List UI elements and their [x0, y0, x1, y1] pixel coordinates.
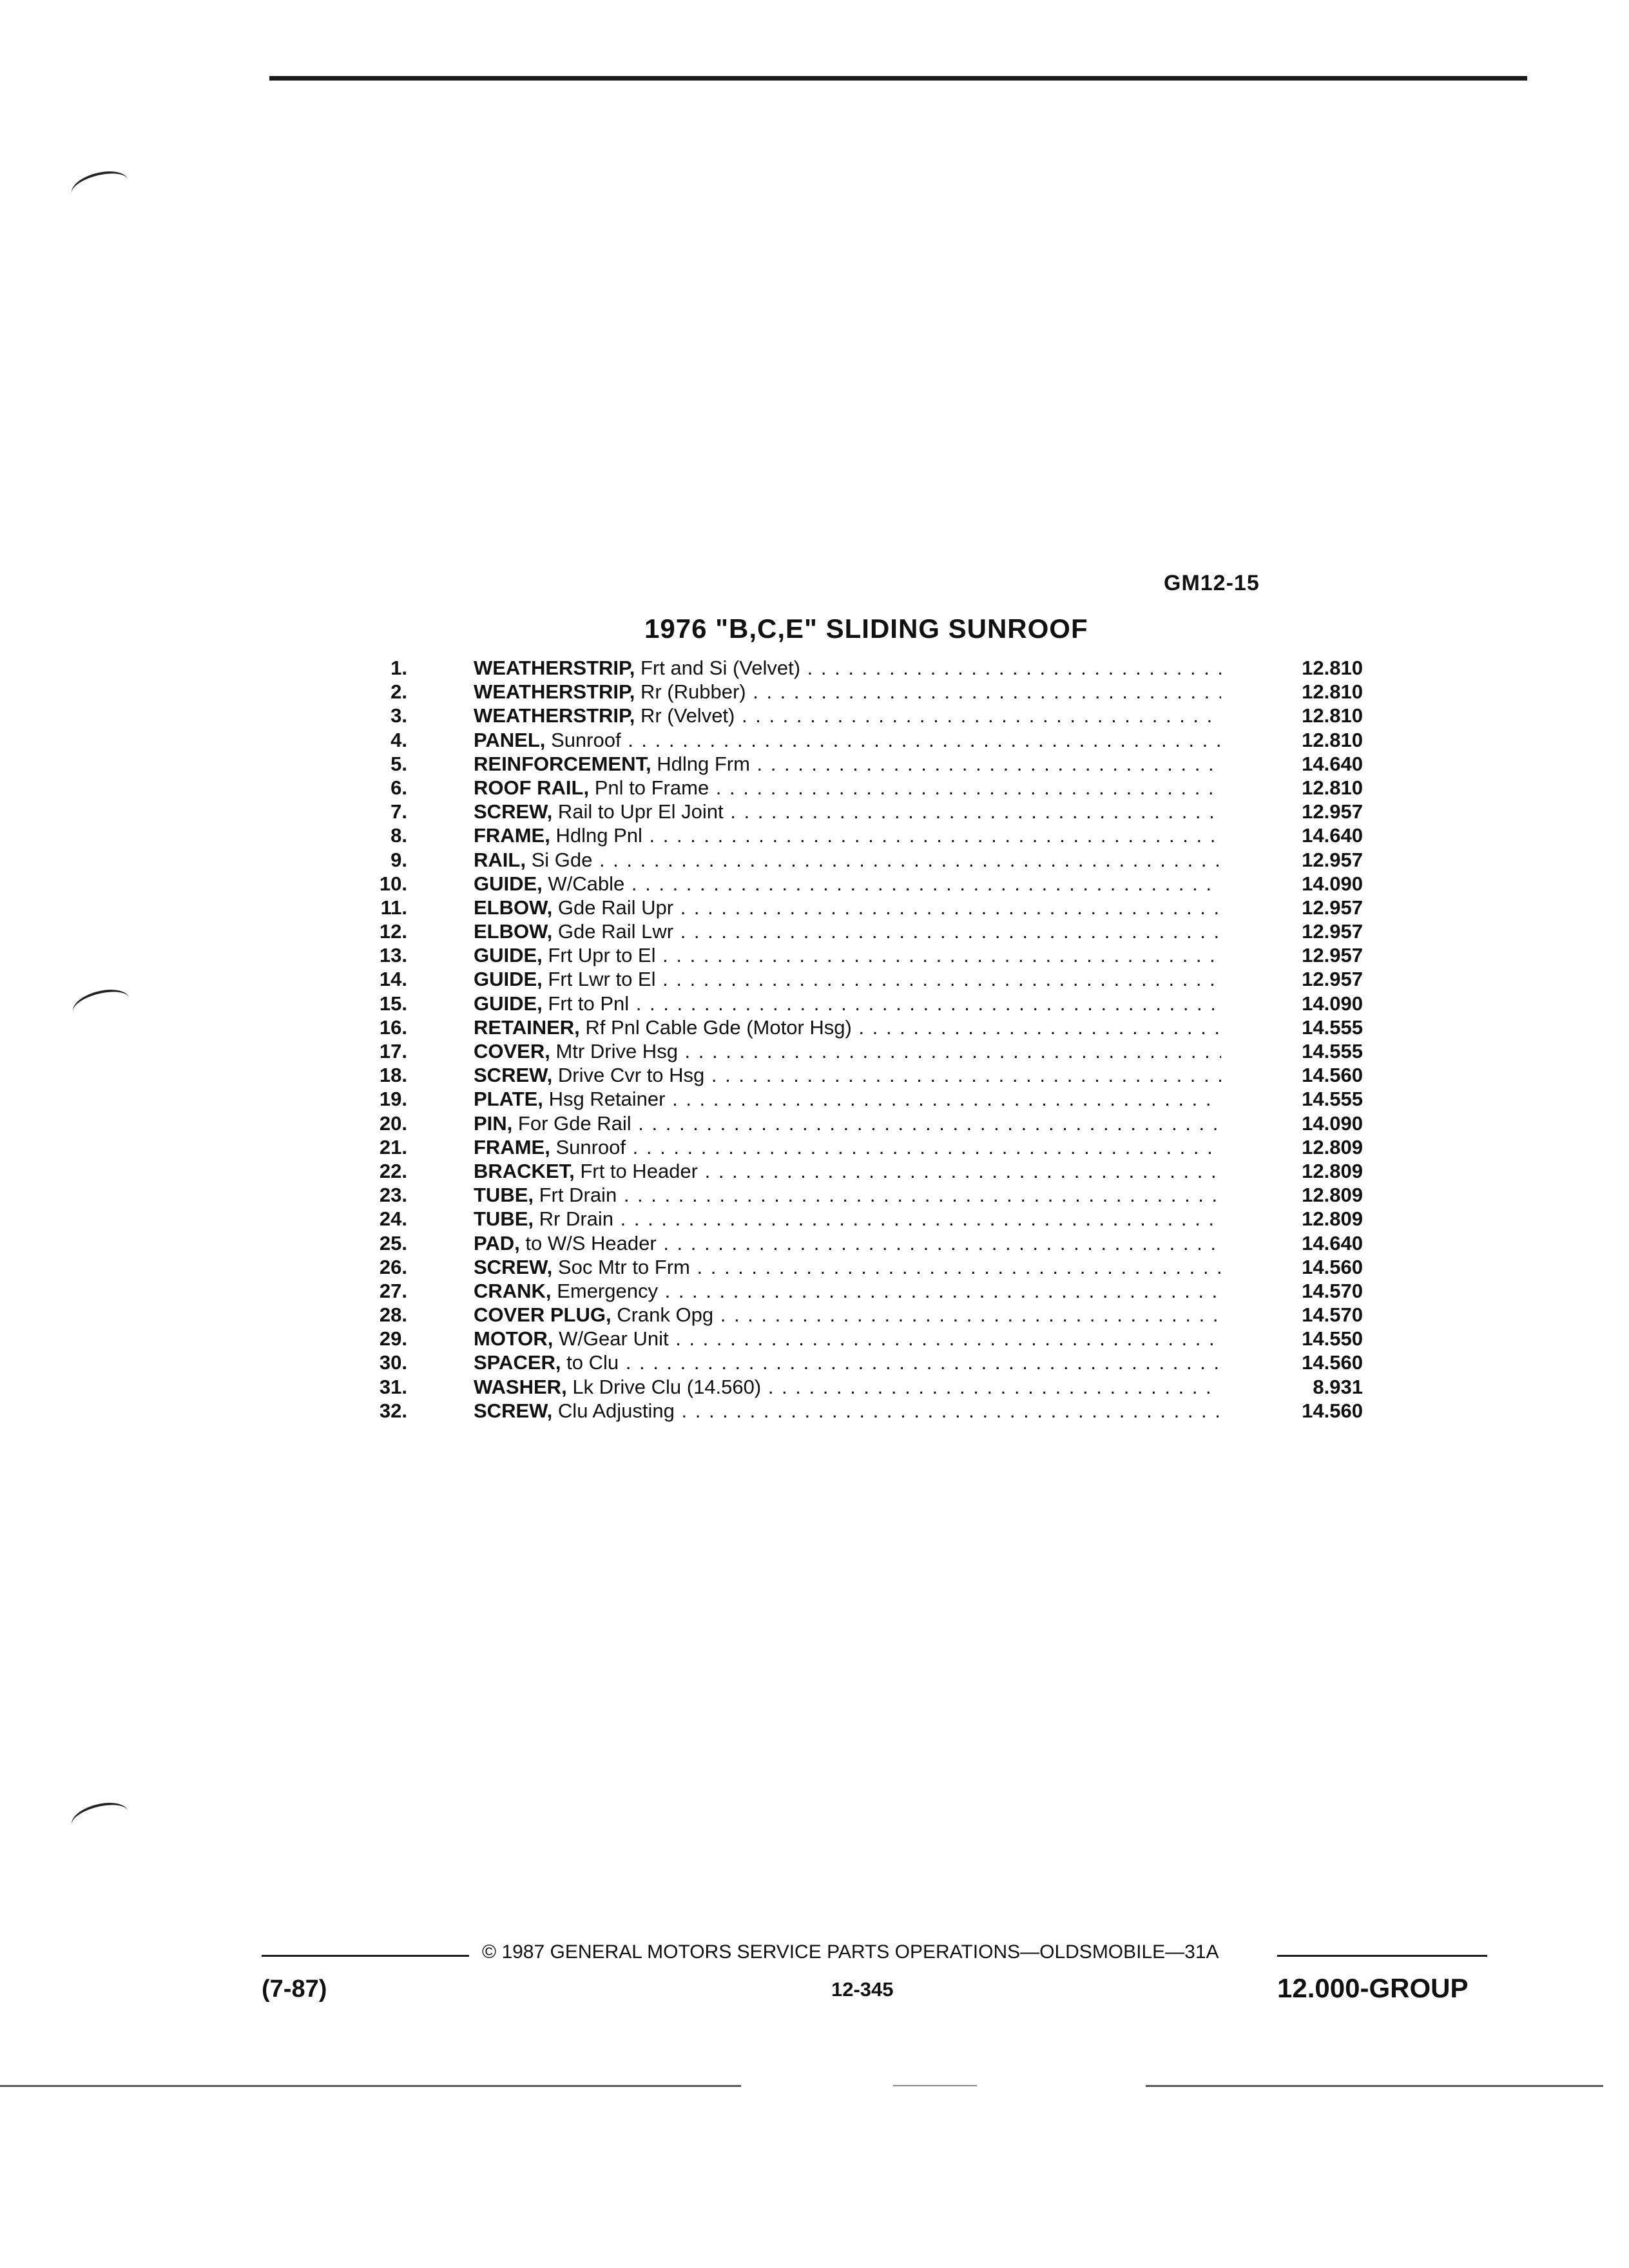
part-description — [474, 1063, 1221, 1087]
part-number: 29. — [379, 1327, 407, 1350]
part-group-number: 14.555 — [1302, 1015, 1363, 1039]
part-number: 25. — [379, 1231, 407, 1254]
part-name: WEATHERSTRIP, — [474, 657, 635, 679]
part-group-number: 12.957 — [1302, 944, 1363, 967]
part-number: 3. — [390, 704, 407, 727]
part-row — [361, 896, 1392, 919]
part-group-number: 14.090 — [1302, 1111, 1363, 1135]
part-name: SCREW, — [474, 800, 553, 823]
date-code: (7-87) — [262, 1975, 327, 2003]
part-detail: Frt to Header — [580, 1159, 698, 1182]
part-description — [474, 919, 1221, 943]
part-detail: Emergency — [557, 1279, 658, 1302]
part-description — [474, 776, 1221, 800]
part-description — [474, 704, 1221, 727]
part-description — [474, 728, 1221, 752]
part-description — [474, 848, 1221, 872]
part-row — [361, 992, 1392, 1015]
part-description — [474, 967, 1221, 991]
part-name: ELBOW, — [474, 920, 553, 943]
part-detail: Soc Mtr to Frm — [557, 1255, 690, 1278]
part-detail: to W/S Header — [525, 1231, 657, 1254]
bottom-rule — [1146, 2085, 1603, 2087]
binder-hole-mark — [68, 1798, 131, 1839]
binder-hole-mark — [70, 985, 133, 1026]
part-name: FRAME, — [474, 1135, 550, 1158]
part-group-number: 12.957 — [1302, 896, 1363, 919]
part-number: 11. — [380, 896, 407, 919]
part-description — [474, 1327, 1221, 1350]
part-name: BRACKET, — [474, 1159, 575, 1182]
part-detail: Clu Adjusting — [557, 1399, 675, 1422]
part-detail: Hdlng Frm — [657, 752, 750, 775]
part-group-number: 12.809 — [1302, 1135, 1363, 1158]
part-description — [474, 1399, 1221, 1423]
part-detail: Drive Cvr to Hsg — [557, 1064, 705, 1087]
bottom-rule — [893, 2085, 977, 2086]
part-name: PAD, — [474, 1231, 520, 1254]
part-description — [474, 1015, 1221, 1039]
part-number: 1. — [390, 657, 407, 679]
part-detail: Crank Opg — [617, 1303, 714, 1327]
part-detail: Mtr Drive Hsg — [555, 1040, 678, 1062]
part-group-number: 12.809 — [1302, 1207, 1363, 1231]
part-description — [474, 1231, 1221, 1255]
part-name: GUIDE, — [474, 872, 543, 895]
part-group-number: 12.810 — [1302, 728, 1363, 751]
part-name: GUIDE, — [474, 968, 543, 991]
part-group-number: 14.640 — [1302, 752, 1363, 775]
part-group-number: 14.560 — [1302, 1064, 1363, 1087]
part-detail: Rr Drain — [539, 1207, 614, 1231]
part-number: 27. — [379, 1279, 407, 1302]
part-row — [361, 1039, 1392, 1063]
part-name: REINFORCEMENT, — [474, 752, 651, 775]
part-description — [474, 1303, 1221, 1327]
part-description — [474, 680, 1221, 704]
top-rule — [269, 76, 1527, 81]
part-detail: Si Gde — [531, 848, 593, 871]
part-group-number: 8.931 — [1313, 1375, 1363, 1398]
part-group-number: 14.090 — [1302, 872, 1363, 895]
part-number: 26. — [379, 1255, 407, 1278]
part-row — [361, 1183, 1392, 1207]
part-row — [361, 680, 1392, 704]
part-detail: Gde Rail Upr — [557, 896, 674, 919]
part-row — [361, 1231, 1392, 1255]
part-name: ROOF RAIL, — [474, 776, 590, 799]
part-number: 24. — [379, 1207, 407, 1231]
part-row — [361, 1279, 1392, 1303]
part-number: 32. — [379, 1399, 407, 1422]
part-name: RETAINER, — [474, 1015, 580, 1039]
part-group-number: 14.640 — [1302, 1231, 1363, 1254]
part-row — [361, 1015, 1392, 1039]
part-detail: For Gde Rail — [517, 1111, 631, 1135]
part-number: 20. — [379, 1111, 407, 1135]
part-description — [474, 943, 1221, 967]
part-name: TUBE, — [474, 1207, 534, 1231]
part-description — [474, 1111, 1221, 1135]
footer-rule-right — [1277, 1955, 1487, 1957]
part-group-number: 14.555 — [1302, 1088, 1363, 1111]
footer-rule-left — [262, 1955, 469, 1957]
part-detail: Frt Upr to El — [548, 944, 656, 967]
part-name: FRAME, — [474, 824, 550, 847]
part-name: SCREW, — [474, 1399, 553, 1422]
part-number: 6. — [390, 776, 407, 799]
part-name: GUIDE, — [474, 944, 543, 967]
part-description — [474, 1207, 1221, 1231]
part-row — [361, 967, 1392, 991]
copyright-notice: © 1987 GENERAL MOTORS SERVICE PARTS OPERATIONS—OLDSMOBILE—31A — [482, 1941, 1219, 1963]
part-number: 31. — [379, 1375, 407, 1398]
part-row — [361, 728, 1392, 752]
reference-code: GM12-15 — [1164, 571, 1260, 595]
part-description — [474, 656, 1221, 680]
part-detail: W/Cable — [548, 872, 625, 895]
part-detail: Hsg Retainer — [548, 1088, 666, 1111]
part-group-number: 12.809 — [1302, 1159, 1363, 1182]
part-group-number: 14.570 — [1302, 1303, 1363, 1327]
part-name: RAIL, — [474, 848, 526, 871]
part-row — [361, 1255, 1392, 1279]
part-number: 19. — [379, 1088, 407, 1111]
part-row — [361, 848, 1392, 872]
part-number: 23. — [379, 1184, 407, 1207]
part-row — [361, 1303, 1392, 1327]
part-name: SCREW, — [474, 1255, 553, 1278]
part-detail: Hdlng Pnl — [555, 824, 642, 847]
part-row — [361, 1350, 1392, 1374]
part-name: TUBE, — [474, 1184, 534, 1207]
part-group-number: 12.810 — [1302, 657, 1363, 679]
part-row — [361, 1375, 1392, 1399]
part-description — [474, 823, 1221, 847]
part-number: 18. — [379, 1064, 407, 1087]
part-name: COVER, — [474, 1040, 550, 1062]
part-number: 15. — [379, 992, 407, 1015]
page-number: 12-345 — [831, 1978, 894, 2001]
part-number: 22. — [379, 1159, 407, 1182]
part-description — [474, 896, 1221, 919]
part-detail: Gde Rail Lwr — [557, 920, 674, 943]
part-number: 13. — [379, 944, 407, 967]
part-detail: Pnl to Frame — [594, 776, 709, 799]
part-detail: Frt Lwr to El — [548, 968, 656, 991]
part-detail: Frt and Si (Velvet) — [640, 657, 801, 679]
part-row — [361, 1111, 1392, 1135]
part-description — [474, 1135, 1221, 1159]
part-number: 21. — [379, 1135, 407, 1158]
part-group-number: 12.957 — [1302, 920, 1363, 943]
part-detail: Sunroof — [551, 728, 621, 751]
part-row — [361, 872, 1392, 896]
part-number: 12. — [379, 920, 407, 943]
part-group-number: 12.810 — [1302, 704, 1363, 727]
part-row — [361, 823, 1392, 847]
part-row — [361, 1063, 1392, 1087]
part-name: SPACER, — [474, 1351, 561, 1374]
part-group-number: 12.957 — [1302, 800, 1363, 823]
part-group-number: 12.957 — [1302, 968, 1363, 991]
part-row — [361, 704, 1392, 727]
part-description — [474, 1183, 1221, 1207]
part-group-number: 12.810 — [1302, 776, 1363, 799]
part-name: PIN, — [474, 1111, 513, 1135]
bottom-rule — [0, 2085, 741, 2087]
part-group-number: 14.560 — [1302, 1351, 1363, 1374]
part-group-number: 12.957 — [1302, 848, 1363, 871]
part-group-number: 12.810 — [1302, 680, 1363, 704]
part-group-number: 14.550 — [1302, 1327, 1363, 1350]
part-number: 17. — [379, 1040, 407, 1062]
part-group-number: 14.090 — [1302, 992, 1363, 1015]
parts-list — [361, 656, 1392, 1423]
part-detail: W/Gear Unit — [559, 1327, 669, 1350]
part-row — [361, 943, 1392, 967]
part-number: 9. — [390, 848, 407, 871]
part-description — [474, 1159, 1221, 1183]
part-description — [474, 752, 1221, 776]
part-name: ELBOW, — [474, 896, 553, 919]
part-group-number: 12.809 — [1302, 1184, 1363, 1207]
part-name: MOTOR, — [474, 1327, 554, 1350]
part-group-number: 14.560 — [1302, 1255, 1363, 1278]
part-number: 4. — [390, 728, 407, 751]
part-row — [361, 776, 1392, 800]
part-number: 2. — [390, 680, 407, 704]
part-name: GUIDE, — [474, 992, 543, 1015]
part-detail: Frt to Pnl — [548, 992, 630, 1015]
part-number: 14. — [379, 968, 407, 991]
part-description — [474, 872, 1221, 896]
part-row — [361, 1159, 1392, 1183]
part-row — [361, 919, 1392, 943]
part-description — [474, 1375, 1221, 1399]
part-description — [474, 800, 1221, 823]
part-row — [361, 752, 1392, 776]
page-title: 1976 "B,C,E" SLIDING SUNROOF — [644, 613, 1088, 644]
part-group-number: 14.560 — [1302, 1399, 1363, 1422]
part-group-number: 14.555 — [1302, 1040, 1363, 1062]
part-name: WASHER, — [474, 1375, 567, 1398]
part-name: SCREW, — [474, 1064, 553, 1087]
part-number: 5. — [390, 752, 407, 775]
part-description — [474, 1255, 1221, 1279]
part-number: 30. — [379, 1351, 407, 1374]
part-name: CRANK, — [474, 1279, 552, 1302]
part-detail: Frt Drain — [539, 1184, 617, 1207]
part-number: 16. — [379, 1015, 407, 1039]
part-row — [361, 1087, 1392, 1111]
part-description — [474, 1279, 1221, 1303]
part-number: 10. — [379, 872, 407, 895]
part-detail: Rr (Rubber) — [640, 680, 746, 704]
part-row — [361, 1327, 1392, 1350]
part-name: PLATE, — [474, 1088, 543, 1111]
part-description — [474, 992, 1221, 1015]
part-detail: to Clu — [566, 1351, 619, 1374]
part-group-number: 14.570 — [1302, 1279, 1363, 1302]
part-number: 28. — [379, 1303, 407, 1327]
part-detail: Sunroof — [555, 1135, 626, 1158]
part-detail: Rf Pnl Cable Gde (Motor Hsg) — [585, 1015, 852, 1039]
part-row — [361, 1135, 1392, 1159]
part-name: WEATHERSTRIP, — [474, 680, 635, 704]
part-name: COVER PLUG, — [474, 1303, 612, 1327]
part-row — [361, 656, 1392, 680]
part-name: PANEL, — [474, 728, 546, 751]
binder-hole-mark — [68, 166, 131, 207]
part-number: 8. — [390, 824, 407, 847]
group-label: 12.000-GROUP — [1277, 1973, 1469, 2003]
part-description — [474, 1350, 1221, 1374]
part-name: WEATHERSTRIP, — [474, 704, 635, 727]
part-detail: Lk Drive Clu (14.560) — [572, 1375, 762, 1398]
part-detail: Rail to Upr El Joint — [557, 800, 724, 823]
part-row — [361, 1399, 1392, 1423]
part-number: 7. — [390, 800, 407, 823]
part-detail: Rr (Velvet) — [640, 704, 735, 727]
part-row — [361, 800, 1392, 823]
part-row — [361, 1207, 1392, 1231]
part-group-number: 14.640 — [1302, 824, 1363, 847]
part-description — [474, 1087, 1221, 1111]
part-description — [474, 1039, 1221, 1063]
